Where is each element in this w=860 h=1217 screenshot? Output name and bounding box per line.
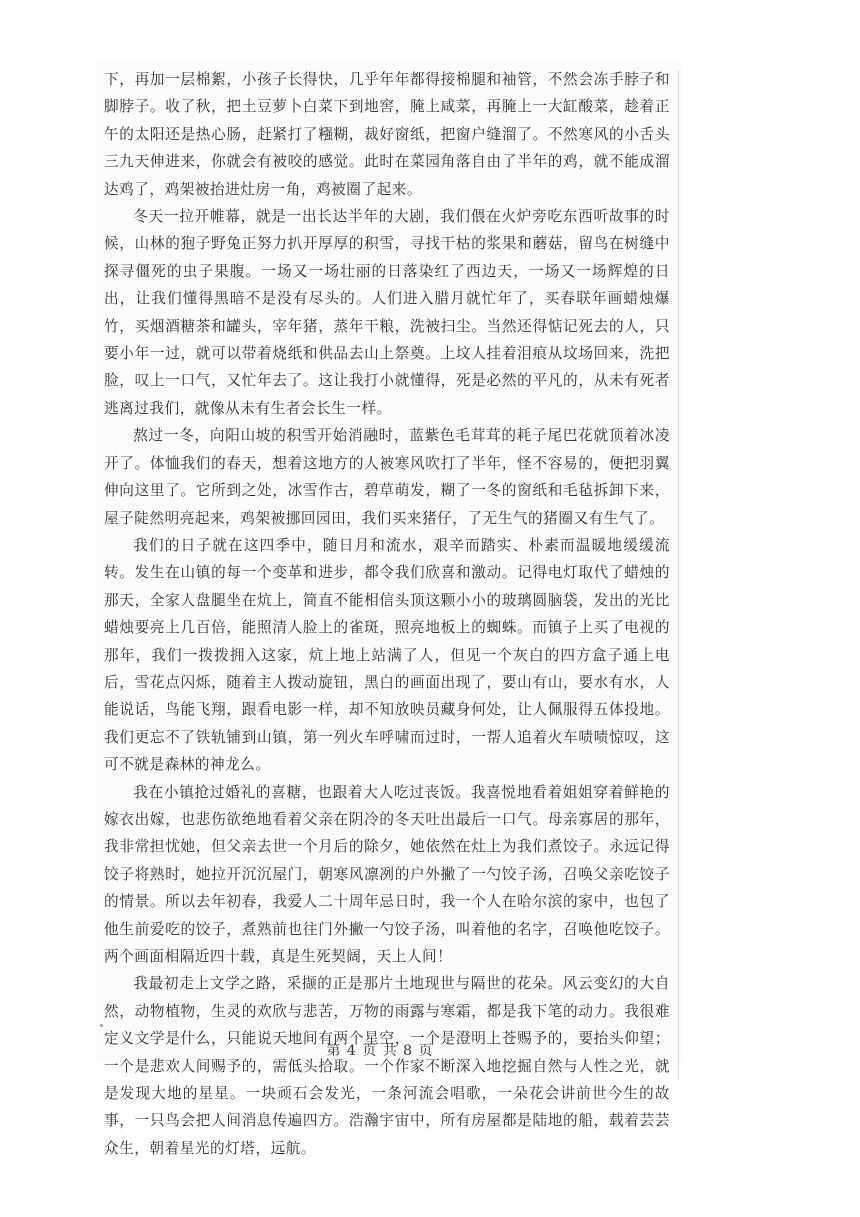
- paragraph-6: 我最初走上文学之路，采撷的正是那片土地现世与隔世的花朵。风云变幻的大自然，动物植物，生灵的欢欣与悲苦，万物的雨露与寒霜，都是我下笔的动力。我很难定义文学是什么，只能说天地间有两个星空，一个是澄明上苍赐予的，要抬头仰望；一个是悲欢人间赐予的，需低头拾取。一个作家不断深入地挖掘自然与人性之光，就是发现大地的星星。一块顽石会发光，一条河流会唱歌，一朵花会讲前世今生的故事，一只鸟会把人间消息传遍四方。浩瀚宇宙中，所有房屋都是陆地的船，载着芸芸众生，朝着星光的灯塔，远航。: [104, 975, 670, 1157]
- page-edge-line: [678, 70, 679, 1080]
- page-number: 第 4 页 共 8 页: [326, 1043, 434, 1059]
- paragraph-1: 下，再加一层棉絮，小孩子长得快，几乎年年都得接棉腿和袖管，不然会冻手脖子和脚脖子。收了秋，把土豆萝卜白菜下到地窖，腌上咸菜，再腌上一大缸酸菜，趁着正午的太阳还是热心肠，赶紧打了糨糊，裁好窗纸，把窗户缝溜了。不然寒风的小舌头三九天伸进来，你就会有被咬的感觉。此时在菜园角落自由了半年的鸡，就不能成溜达鸡了，鸡架被抬进灶房一角，鸡被圈了起来。: [104, 71, 670, 198]
- paragraph-2: 冬天一拉开帷幕，就是一出长达半年的大剧，我们偎在火炉旁吃东西听故事的时候，山林的狍子野兔正努力扒开厚厚的积雪，寻找干枯的浆果和蘑菇，留鸟在树缝中探寻僵死的虫子果腹。一场又一场壮丽的日落染红了西边天，一场又一场辉煌的日出，让我们懂得黑暗不是没有尽头的。人们进入腊月就忙年了，买春联年画蜡烛爆竹，买烟酒糖茶和罐头，宰年猪，蒸年干粮，洗被扫尘。当然还得惦记死去的人，只要小年一过，就可以带着烧纸和供品去山上祭奠。上坟人挂着泪痕从坟场回来，洗把脸，叹上一口气，又忙年去了。这让我打小就懂得，死是必然的平凡的，从未有死者逃离过我们，就像从未有生者会长生一样。: [104, 208, 670, 417]
- scan-speck: [100, 1024, 103, 1027]
- paragraph-4: 我们的日子就在这四季中，随日月和流水，艰辛而踏实、朴素而温暖地缓缓流转。发生在山镇的每一个变革和进步，都令我们欣喜和激动。记得电灯取代了蜡烛的那天，全家人盘腿坐在炕上，简直不能相信头顶这颗小小的玻璃圆脑袋，发出的光比蜡烛要亮上几百倍，能照清人脸上的雀斑，照亮地板上的蜘蛛。而镇子上买了电视的那年，我们一拨拨拥入这家，炕上地上站满了人，但见一个灰白的四方盒子通上电后，雪花点闪烁，随着主人拨动旋钮，黑白的画面出现了，要山有山，要水有水，人能说话，鸟能飞翔，跟看电影一样，却不知放映员藏身何处，让人佩服得五体投地。我们更忘不了铁轨铺到山镇，第一列火车呼啸而过时，一帮人追着火车啧啧惊叹，这可不就是森林的神龙么。: [104, 536, 670, 774]
- article-body: [104, 66, 670, 1162]
- paragraph-5: 我在小镇抢过婚礼的喜糖，也跟着大人吃过丧饭。我喜悦地看着姐姐穿着鲜艳的嫁衣出嫁，也悲伤欲绝地看着父亲在阴冷的冬天吐出最后一口气。母亲寡居的那年，我非常担忧她，但父亲去世一个月后的除夕，她依然在灶上为我们煮饺子。永远记得饺子将熟时，她拉开沉沉屋门，朝寒风凛冽的户外撇了一勺饺子汤，召唤父亲吃饺子的情景。所以去年初春，我爱人二十周年忌日时，我一个人在哈尔滨的家中，也包了他生前爱吃的饺子，煮熟前也往门外撇一勺饺子汤，叫着他的名字，召唤他吃饺子。两个画面相隔近四十载，真是生死契阔，天上人间！: [104, 783, 670, 965]
- paragraph-3: 熬过一冬，向阳山坡的积雪开始消融时，蓝紫色毛茸茸的耗子尾巴花就顶着冰凌开了。体恤我们的春天，想着这地方的人被寒风吹打了半年，怪不容易的，便把羽翼伸向这里了。它所到之处，冰雪作古，碧草萌发，糊了一冬的窗纸和毛毡拆卸下来，屋子陡然明亮起来，鸡架被挪回园田，我们买来猪仔，了无生气的猪圈又有生气了。: [104, 427, 670, 527]
